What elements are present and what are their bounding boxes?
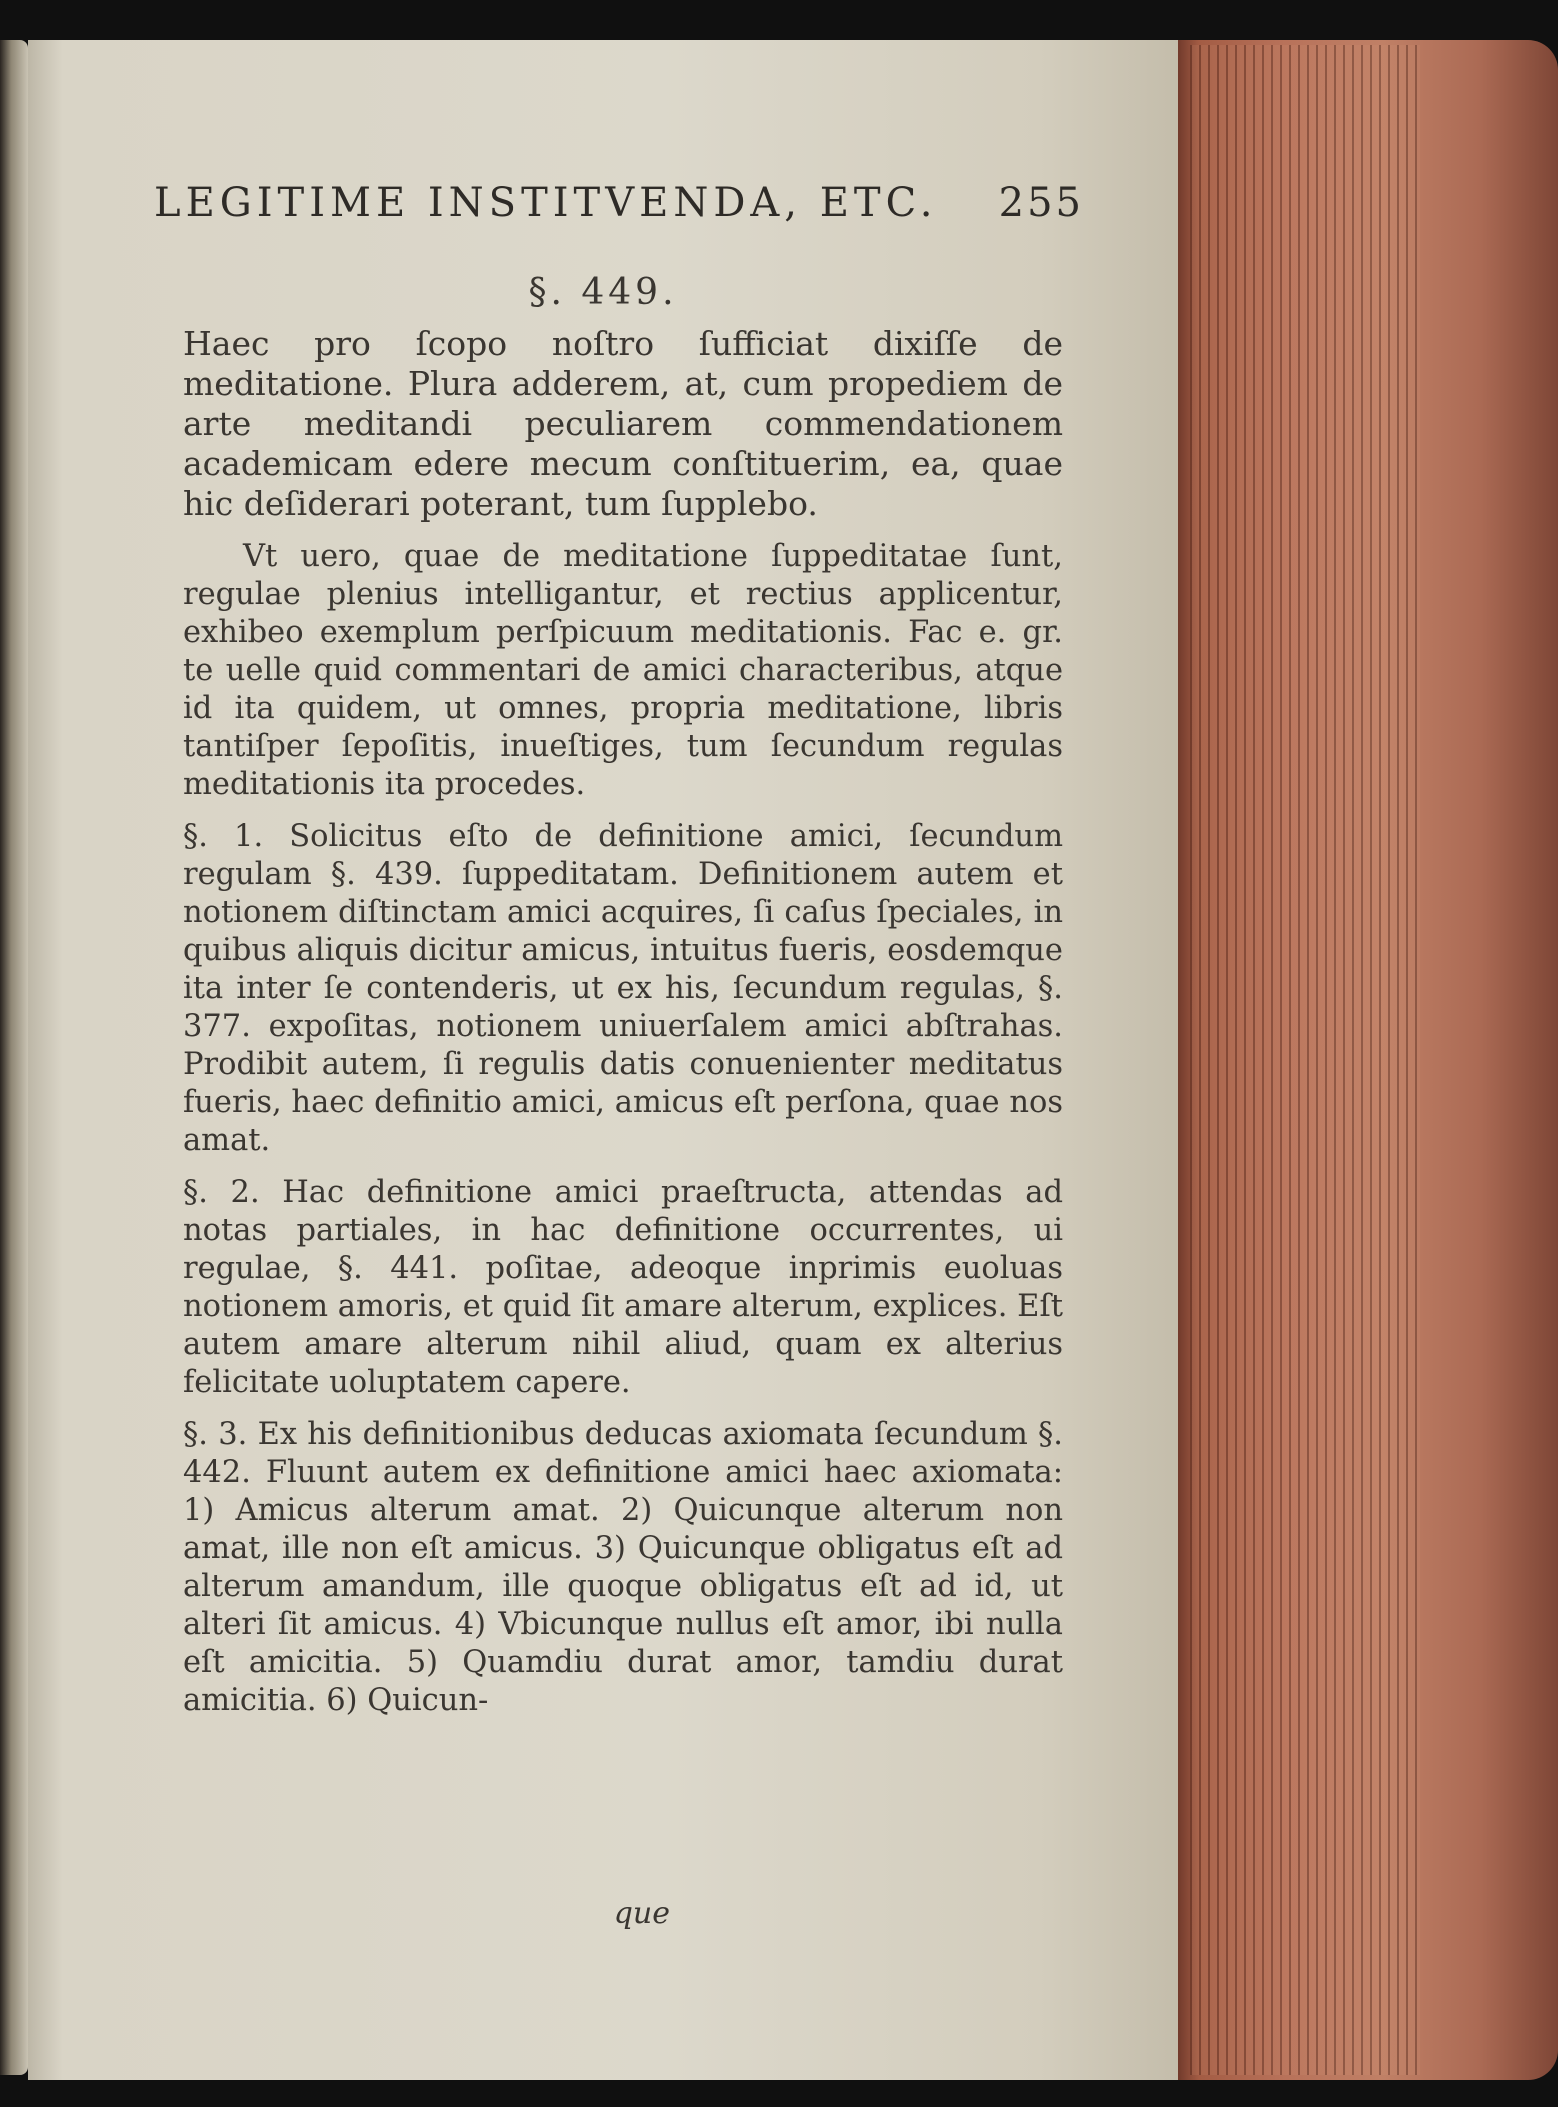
page-number: 255 (998, 180, 1084, 226)
paragraph-example: Vt uero, quae de meditatione ſuppeditatae ſunt, regulae plenius intelligantur, et rectius applicentur, exhibeo exemplum perſpicuum meditationis. Fac e. gr. te uelle quid commentari de amici characteribus, atque id ita quidem, ut omnes, propria meditatione, libris tantiſper ſepoſitis, inueſtiges, tum ſecundum regulas meditationis ita procedes. (183, 539, 1063, 802)
paragraph-step-2: §. 2. Hac definitione amici praeſtructa, attendas ad notas partiales, in hac definitione occurrentes, ui regulae, §. 441. poſitae, adeoque inprimis euoluas notionem amoris, et quid ſit amare alterum, explices. Eſt autem amare alterum nihil aliud, quam ex alterius felicitate uoluptatem capere. (183, 1175, 1063, 1400)
running-head (154, 180, 1084, 226)
paragraph-step-1: §. 1. Solicitus eſto de definitione amici, ſecundum regulam §. 439. ſuppeditatam. Definitionem autem et notionem diſtinctam amici acquires, ſi caſus ſpeciales, in quibus aliquis dicitur amicus, intuitus fueris, eosdemque ita inter ſe contenderis, ut ex his, ſecundum regulas, §. 377. expoſitas, notionem uniuerſalem amici abſtrahas. Prodibit autem, ſi regulis datis conuenienter meditatus fueris, haec definitio amici, amicus eſt perſona, quae nos amat. (183, 819, 1063, 1158)
previous-page-edge (0, 40, 28, 2075)
page-stack-lines (1190, 45, 1420, 2075)
section-number: §. 449. (528, 272, 678, 313)
book-page (28, 40, 1178, 2080)
catchword: que (613, 1896, 670, 1931)
body-text (183, 324, 1063, 1734)
running-head-title: LEGITIME INSTITVENDA, ETC. (154, 180, 938, 226)
paragraph-intro: Haec pro ſcopo noſtro ſufficiat dixiſſe de meditatione. Plura adderem, at, cum propediem de arte meditandi peculiarem commendationem academicam edere mecum conſtituerim, ea, quae hic deſiderari poterant, tum ſupplebo. (183, 324, 1063, 523)
paragraph-step-3: §. 3. Ex his definitionibus deducas axiomata ſecundum §. 442. Fluunt autem ex definitione amici haec axiomata: 1) Amicus alterum amat. 2) Quicunque alterum non amat, ille non eſt amicus. 3) Quicunque obligatus eſt ad alterum amandum, ille quoque obligatus eſt ad id, ut alteri ſit amicus. 4) Vbicunque nullus eſt amor, ibi nulla eſt amicitia. 5) Quamdiu durat amor, tamdiu durat amicitia. 6) Quicun- (183, 1417, 1063, 1718)
